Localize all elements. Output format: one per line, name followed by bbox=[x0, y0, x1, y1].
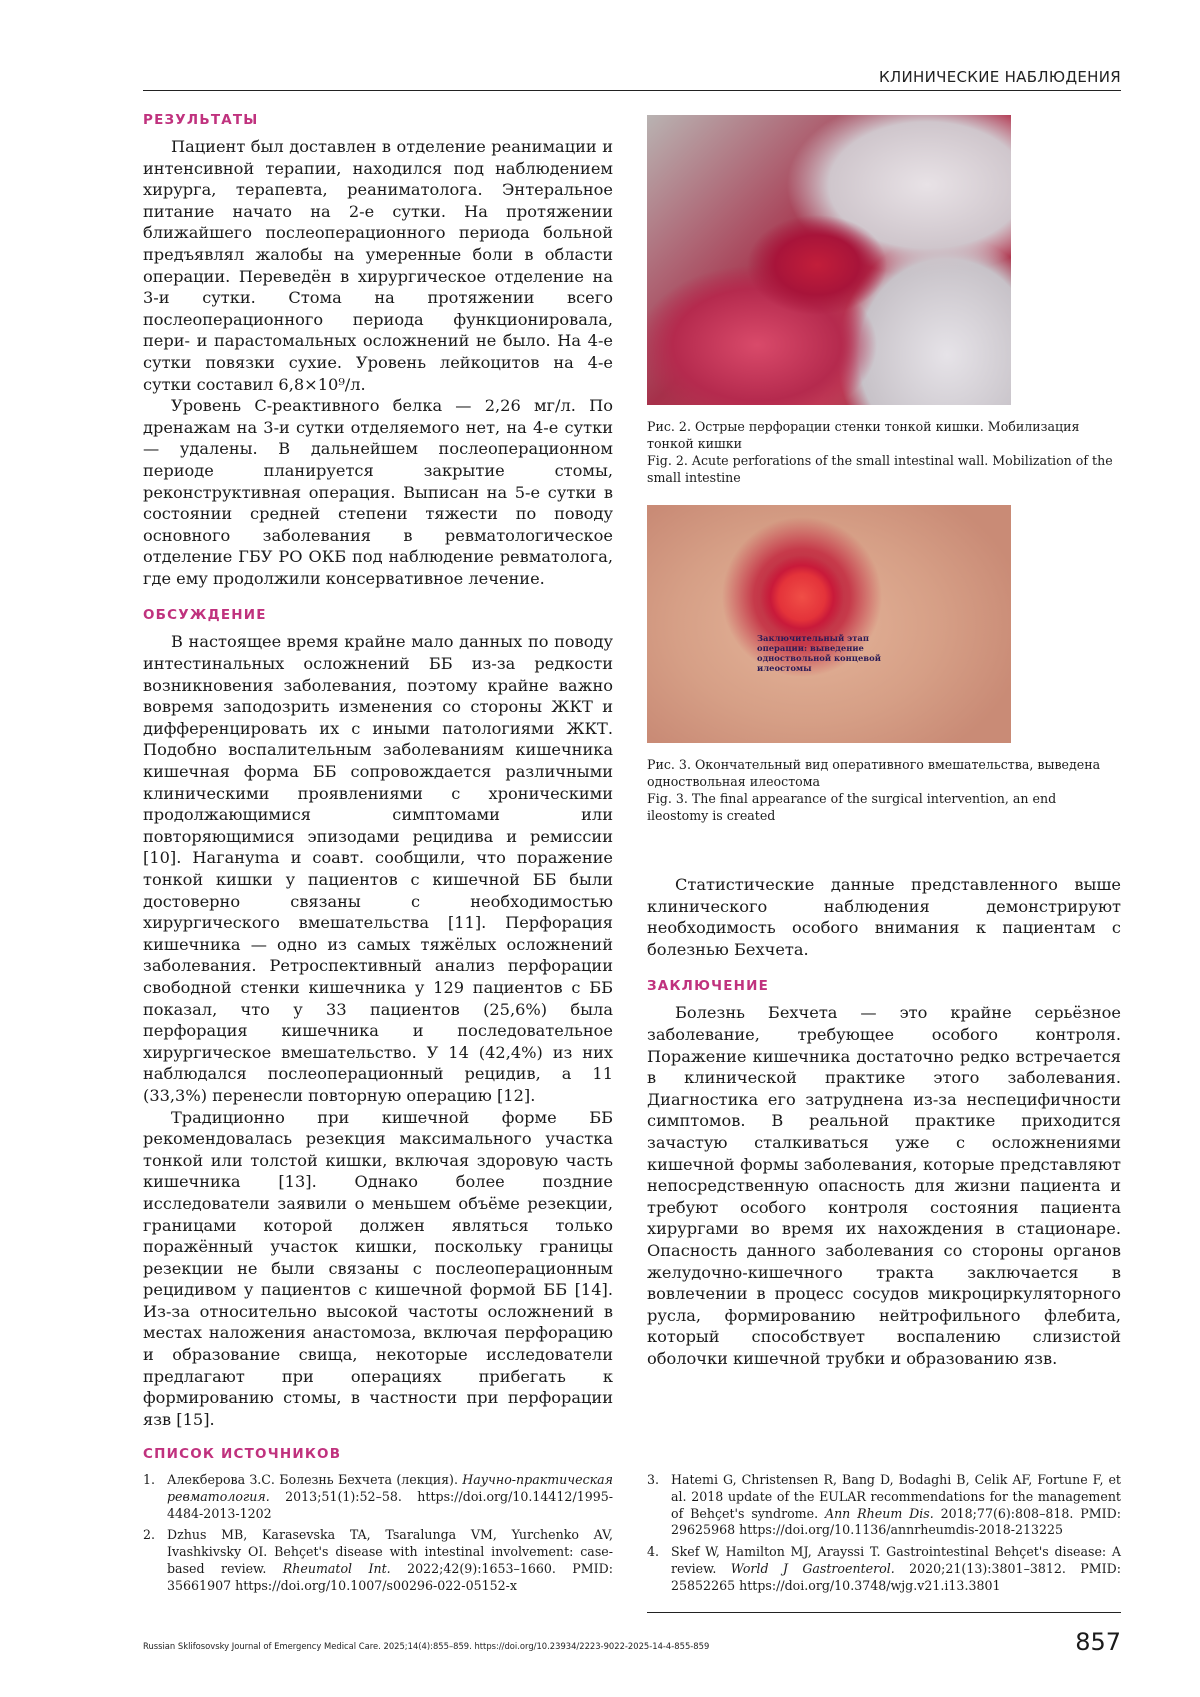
figure-3-caption-en: Fig. 3. The final appearance of the surgical intervention, an end ileostomy is created bbox=[647, 791, 1057, 823]
conclusion-heading: ЗАКЛЮЧЕНИЕ bbox=[647, 978, 770, 995]
running-header: КЛИНИЧЕСКИЕ НАБЛЮДЕНИЯ bbox=[878, 68, 1121, 86]
discussion-continuation: Статистические данные представленного выше клинического наблюдения демонстрируют необходимость особого внимания к пациентам с болезнью Бехчета. bbox=[647, 875, 1121, 959]
results-paragraph-1: Пациент был доставлен в отделение реанимации и интенсивной терапии, находился под наблюдением хирурга, терапевта, реаниматолога. Энтеральное питание начато на 2-е сутки. На протяжении ближайшего послеоперационного периода больной предъявлял жалобы на умеренные боли в области операции. Переведён в хирургическое отделение на 3-и сутки. Стома на протяжении всего послеоперационного периода функционировала, пери- и парастомальных осложнений не было. На 4-е сутки повязки сухие. Уровень лейкоцитов на 4-е сутки составил 6,8×10⁹/л. bbox=[143, 137, 613, 394]
left-column bbox=[143, 112, 613, 1430]
discussion-heading: ОБСУЖДЕНИЕ bbox=[143, 607, 267, 624]
surgery-photo-figure-2 bbox=[647, 115, 1011, 405]
header-rule bbox=[143, 90, 1121, 91]
reference-item: 1. Алекберова З.С. Болезнь Бехчета (лекция). Научно-практическая ревматология. 2013;51(1):52–58. https://doi.org/10.14412/1995-4484-2013-1202 bbox=[143, 1472, 613, 1521]
figure-3-overlay-label: Заключительный этап операции: выведение одноствольной концевой илеостомы bbox=[757, 633, 881, 673]
discussion-paragraph-1: В настоящее время крайне мало данных по поводу интестинальных осложнений ББ из-за редкости возникновения заболевания, поэтому крайне важно вовремя заподозрить изменения со стороны ЖКТ и дифференцировать их с иными патологиями ЖКТ. Подобно воспалительным заболеваниям кишечника кишечная форма ББ сопровождается различными клиническими проявлениями с хроническими продолжающимися симптомами или повторяющимися эпизодами рецидива и ремиссии [10]. Нагануma и соавт. сообщили, что поражение тонкой кишки у пациентов с кишечной ББ были достоверно связаны с необходимостью хирургического вмешательства [11]. Перфорация кишечника — одно из самых тяжёлых осложнений заболевания. Ретроспективный анализ перфорации свободной стенки кишечника у 129 пациентов с ББ показал, что у 33 пациентов (25,6%) была перфорация кишечника и последовательное хирургическое вмешательство. У 14 (42,4%) из них наблюдался послеоперационный рецидив, а 11 (33,3%) перенесли повторную операцию [12]. bbox=[143, 632, 613, 1105]
reference-item: 3. Hatemi G, Christensen R, Bang D, Bodaghi B, Celik AF, Fortune F, et al. 2018 update of the EULAR recommendations for the management of Behçet's syndrome. Ann Rheum Dis. 2018;77(6):808–818. PMID: 29625968 https://doi.org/10.1136/annrheumdis-2018-213225 bbox=[647, 1472, 1121, 1538]
footer-citation: Russian Sklifosovsky Journal of Emergency Medical Care. 2025;14(4):855–859. https://doi.org/10.23934/2223-9022-2025-14-4-855-859 bbox=[143, 1641, 710, 1651]
references-list-right bbox=[647, 1472, 1121, 1600]
reference-item: 4. Skef W, Hamilton MJ, Arayssi T. Gastrointestinal Behçet's disease: A review. World J Gastroenterol. 2020;21(13):3801–3812. PMID: 25852265 https://doi.org/10.3748/wjg.v21.i13.3801 bbox=[647, 1544, 1121, 1593]
ileostomy-photo-figure-3 bbox=[647, 505, 1011, 743]
figure-3-caption-ru: Рис. 3. Окончательный вид оперативного вмешательства, выведена одноствольная илеостома bbox=[647, 757, 1101, 789]
discussion-paragraph-2: Традиционно при кишечной форме ББ рекомендовалась резекция максимального участка тонкой или толстой кишки, включая здоровую часть кишечника [13]. Однако более поздние исследователи заявили о меньшем объёме резекции, границами которой должен являться только поражённый участок кишки, поскольку границы резекции не были связаны с послеоперационным рецидивом у пациентов с кишечной формой ББ [14]. Из-за относительно высокой частоты осложнений в местах наложения анастомоза, включая перфорацию и образование свища, некоторые исследователи предлагают при операциях прибегать к формированию стомы, в частности при перфорации язв [15]. bbox=[143, 1107, 613, 1429]
conclusion-paragraph: Болезнь Бехчета — это крайне серьёзное заболевание, требующее особого контроля. Поражение кишечника достаточно редко встречается в клинической практике этого заболевания. Диагностика его затруднена из-за неспецифичности симптомов. В реальной практике приходится зачастую сталкиваться уже с осложнениями кишечной формы заболевания, которые представляют непосредственную опасность для жизни пациента и требуют особого контроля состояния пациента хирургами во время их нахождения в стационаре. Опасность данного заболевания со стороны органов желудочно-кишечного тракта заключается в вовлечении в процесс сосудов микроциркуляторного русла, формированию нейтрофильного флебита, который способствует воспалению слизистой оболочки кишечной трубки и образованию язв. bbox=[647, 1003, 1121, 1368]
footer-rule bbox=[647, 1612, 1121, 1613]
results-paragraph-2: Уровень С-реактивного белка — 2,26 мг/л. По дренажам на 3-и сутки отделяемого нет, на 4-е сутки — удалены. В дальнейшем послеоперационном периоде планируется закрытие стомы, реконструктивная операция. Выписан на 5-е сутки в состоянии средней степени тяжести по поводу основного заболевания в ревматологическое отделение ГБУ РО ОКБ под наблюдение ревматолога, где ему продолжили консервативное лечение. bbox=[143, 396, 613, 588]
right-text-block bbox=[647, 874, 1121, 1369]
results-heading: РЕЗУЛЬТАТЫ bbox=[143, 112, 259, 128]
reference-item: 2. Dzhus MB, Karasevska TA, Tsaralunga VM, Yurchenko AV, Ivashkivsky OI. Behçet's disease with intestinal involvement: case-based review. Rheumatol Int. 2022;42(9):1653–1660. PMID: 35661907 https://doi.org/10.1007/s00296-022-05152-x bbox=[143, 1527, 613, 1593]
references-heading: СПИСОК ИСТОЧНИКОВ bbox=[143, 1446, 342, 1462]
figure-3 bbox=[647, 505, 1121, 824]
figure-2-caption-en: Fig. 2. Acute perforations of the small intestinal wall. Mobilization of the small intestine bbox=[647, 453, 1113, 485]
figure-2 bbox=[647, 115, 1121, 486]
figure-2-caption-ru: Рис. 2. Острые перфорации стенки тонкой кишки. Мобилизация тонкой кишки bbox=[647, 419, 1080, 451]
page-number: 857 bbox=[1075, 1628, 1121, 1656]
references-list-left bbox=[143, 1472, 613, 1600]
